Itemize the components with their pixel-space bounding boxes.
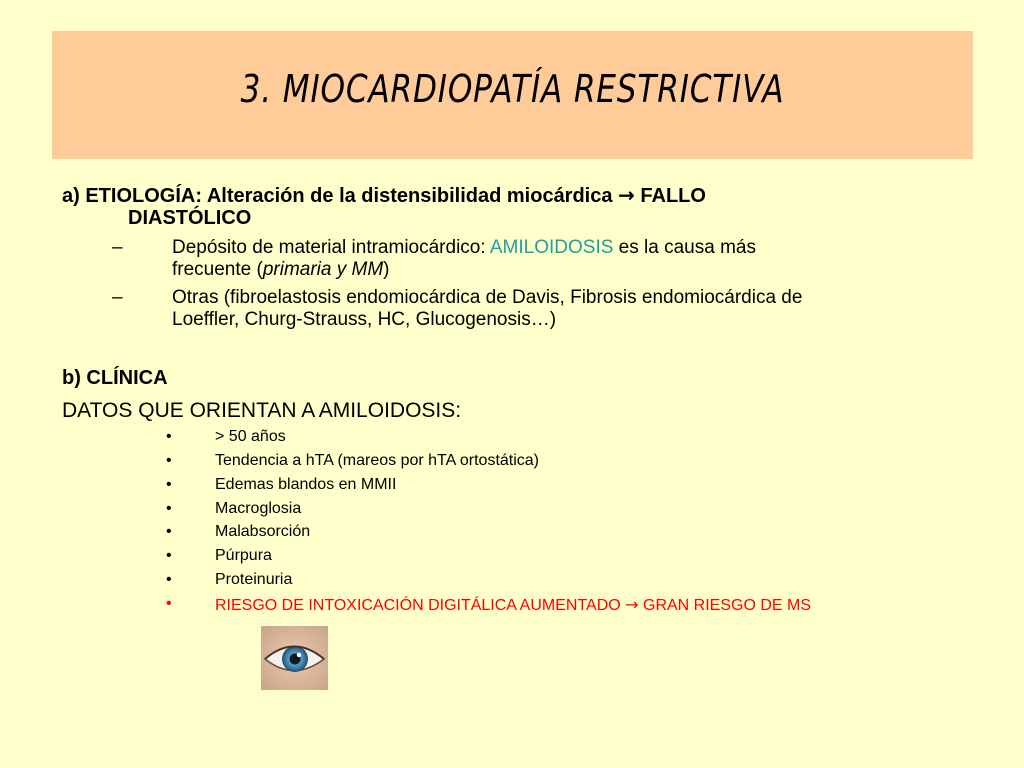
bullet-icon: • [166, 500, 172, 517]
dash-marker: – [112, 287, 123, 308]
dash-marker: – [112, 237, 123, 258]
list-item: Malabsorción [215, 523, 311, 540]
clinica-subtitle: DATOS QUE ORIENTAN A AMILOIDOSIS: [62, 399, 462, 422]
bullet-icon: • [166, 523, 172, 540]
etiologia-item-1-cont [172, 259, 390, 281]
etiologia-item-1-line2-pre: frecuente ( [172, 259, 263, 280]
bullet-icon: • [166, 476, 172, 493]
etiologia-item-2-cont: Loeffler, Churg-Strauss, HC, Glucogenosis…) [172, 309, 557, 330]
risk-item [215, 595, 811, 615]
bullet-icon: • [166, 452, 172, 469]
etiologia-heading [62, 183, 706, 208]
arrow-right-icon: → [618, 183, 635, 207]
risk-pre: RIESGO DE INTOXICACIÓN DIGITÁLICA AUMENTADO [215, 597, 626, 614]
risk-post: GRAN RIESGO DE MS [638, 597, 812, 614]
etiologia-label: a) ETIOLOGÍA: Alteración de la distensibilidad miocárdica [62, 185, 613, 207]
etiologia-heading-cont: DIASTÓLICO [128, 207, 252, 229]
etiologia-tail: FALLO [640, 185, 706, 207]
amiloidosis-highlight: AMILOIDOSIS [489, 237, 614, 258]
etiologia-item-2: Otras (fibroelastosis endomiocárdica de Davis, Fibrosis endomiocárdica de [172, 287, 803, 308]
clinica-heading: b) CLÍNICA [62, 367, 168, 389]
list-item: Púrpura [215, 547, 272, 564]
list-item: Proteinuria [215, 571, 293, 588]
bullet-icon: • [166, 428, 172, 445]
etiologia-item-1-line2-post: ) [383, 259, 390, 280]
title-box [52, 31, 973, 159]
etiologia-item-1-pre: Depósito de material intramiocárdico: [172, 237, 490, 258]
bullet-icon: • [166, 547, 172, 564]
arrow-right-icon: → [625, 595, 639, 614]
page-title: 3. MIOCARDIOPATÍA RESTRICTIVA [240, 67, 785, 111]
etiologia-item-1-post: es la causa más [613, 237, 756, 258]
eye-image [261, 626, 328, 690]
list-item: Tendencia a hTA (mareos por hTA ortostática) [215, 452, 540, 469]
bullet-icon: • [166, 571, 172, 588]
list-item: Edemas blandos en MMII [215, 476, 397, 493]
bullet-icon: • [166, 595, 172, 612]
etiologia-item-1-italic: primaria y MM [262, 259, 384, 280]
list-item: > 50 años [215, 428, 286, 445]
list-item: Macroglosia [215, 500, 302, 517]
etiologia-item-1 [172, 237, 756, 259]
